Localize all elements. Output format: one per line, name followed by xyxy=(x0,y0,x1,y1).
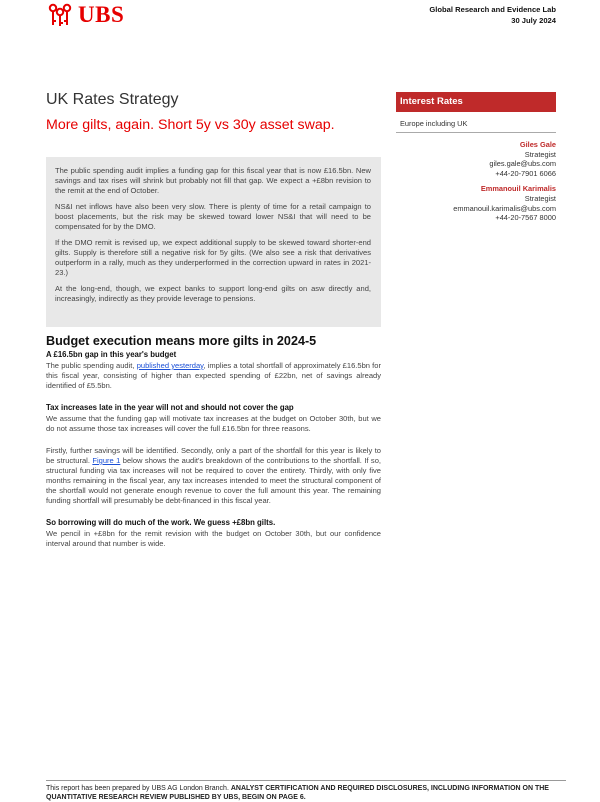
analyst-name: Giles Gale xyxy=(519,140,556,149)
analyst-phone: +44-20-7901 6066 xyxy=(495,168,556,178)
paragraph-gap xyxy=(46,361,381,391)
main-content xyxy=(46,336,381,561)
analyst-email[interactable]: emmanouil.karimalis@ubs.com xyxy=(453,203,556,213)
subheading-gap: A £16.5bn gap in this year's budget xyxy=(46,350,177,359)
header-meta xyxy=(429,5,556,26)
section-heading: Budget execution means more gilts in 2024-5 xyxy=(46,334,317,348)
text-fragment: , implies a total shortfall of approximately £16.5bn for this fiscal year, consisting of higher than expected spending of £22bn, net of savings already identified of £5.5bn. xyxy=(46,361,381,390)
footer-disclosure: ANALYST CERTIFICATION AND REQUIRED DISCLOSURES, INCLUDING INFORMATION ON THE QUANTITATIVE RESEARCH REVIEW PUBLISHED BY UBS, BEGIN ON PAGE 6. xyxy=(46,785,549,801)
analyst-name: Emmanouil Karimalis xyxy=(480,184,556,194)
figure-1-link[interactable]: Figure 1 xyxy=(92,456,121,465)
logo-text: UBS xyxy=(78,2,125,27)
analyst-role: Strategist xyxy=(524,193,556,203)
region-label: Europe including UK xyxy=(396,119,556,133)
summary-paragraph: If the DMO remit is revised up, we expect additional supply to be skewed toward shorter-end gilts. Supply is therefore still a negative risk for 5y gilts. (We also see a risk that derivatives outperform in a rally, much as they underperformed in the correction upward in rates in 2021-23.) xyxy=(55,238,371,277)
subheading-borrowing: So borrowing will do much of the work. We guess +£8bn gilts. xyxy=(46,518,276,527)
ubs-keys-icon xyxy=(46,3,74,27)
report-subtitle: More gilts, again. Short 5y vs 30y asset swap. xyxy=(46,117,335,133)
analyst-role: Strategist xyxy=(524,149,556,159)
category-banner: Interest Rates xyxy=(396,92,556,112)
publisher: Global Research and Evidence Lab xyxy=(429,5,556,14)
summary-paragraph: The public spending audit implies a funding gap for this fiscal year that is now £16.5bn. New savings and tax rises will shrink but probably not fill that gap. We expect a +£8bn revision to the remit at the end of October. xyxy=(55,166,371,195)
paragraph-reasons xyxy=(46,446,381,506)
analyst-phone: +44-20-7567 8000 xyxy=(495,213,556,223)
subheading-tax: Tax increases late in the year will not and should not cover the gap xyxy=(46,403,294,412)
footer-text: This report has been prepared by UBS AG London Branch. xyxy=(46,785,231,792)
text-fragment: Firstly, further savings will be identified. Secondly, only a part of the shortfall for this year is likely to be structural. xyxy=(46,446,381,465)
paragraph-borrowing: We pencil in +£8bn for the remit revision with the budget on October 30th, but our confidence interval around that number is wide. xyxy=(46,529,381,548)
analyst-card xyxy=(453,184,556,222)
report-title: UK Rates Strategy xyxy=(46,91,179,108)
disclosure-footer xyxy=(46,780,566,802)
paragraph-tax: We assume that the funding gap will motivate tax increases at the budget on October 30th, but we do not assume those tax increases will cover the full £16.5bn for three reasons. xyxy=(46,414,381,433)
analyst-email[interactable]: giles.gale@ubs.com xyxy=(489,159,556,169)
analyst-list xyxy=(453,140,556,229)
text-fragment: The public spending audit, xyxy=(46,361,137,370)
report-date: 30 July 2024 xyxy=(511,15,556,25)
analyst-card xyxy=(453,140,556,178)
ubs-logo xyxy=(46,2,124,28)
summary-paragraph: At the long-end, though, we expect banks to support long-end gilts on asw directly and, increasingly, indirectly as they provide leverage to pensions. xyxy=(55,284,371,303)
published-yesterday-link[interactable]: published yesterday xyxy=(136,361,204,370)
summary-paragraph: NS&I net inflows have also been very slow. There is plenty of time for a retail campaign to boost placements, but the risk may be skewed toward lower NS&I that will need to be compensated for by the DMO. xyxy=(55,202,371,231)
text-fragment: below shows the audit's breakdown of the contributions to the shortfall. If so, structural funding via tax increases will not be required to cover the entirety. Thirdly, with only five months remaining in the fiscal year, any tax increases intended to meet the structural component of the shortfall would not generate enough revenue to cover the full amount this year. The remaining funding shortfall will presumably be debt-financed in this fiscal year. xyxy=(46,456,381,505)
summary-box xyxy=(46,157,381,327)
